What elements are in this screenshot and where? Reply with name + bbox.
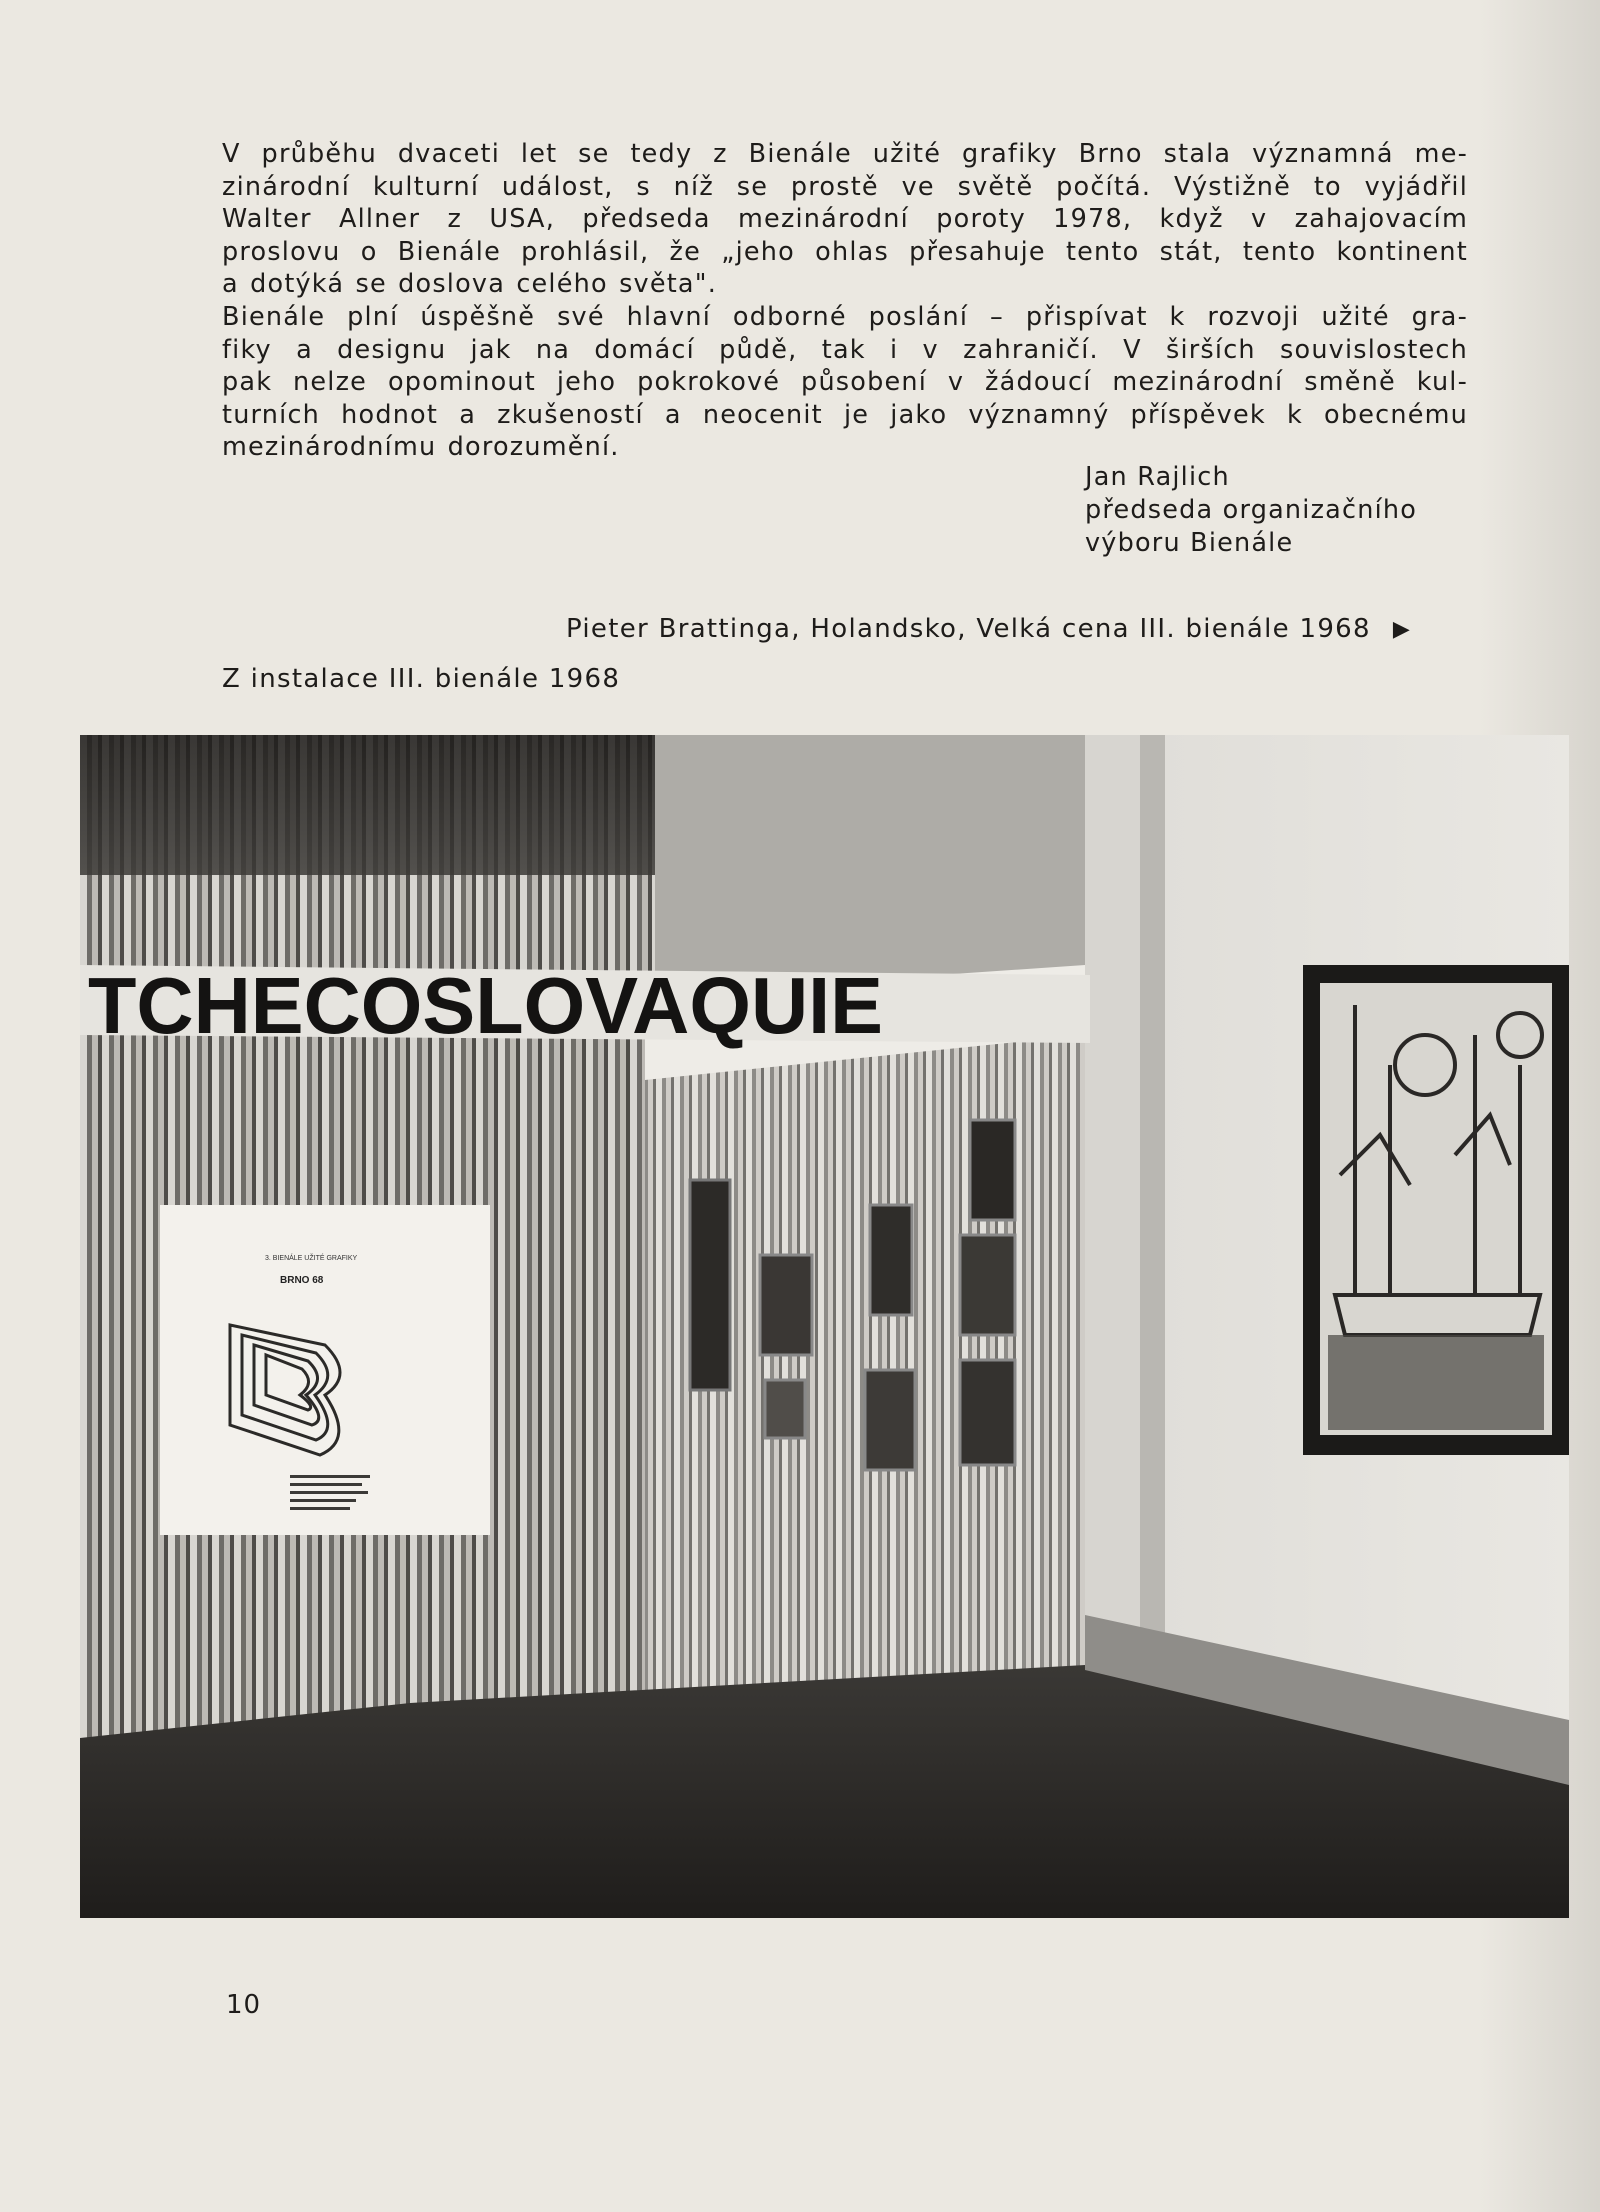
text-line: proslovu o Bienále prohlásil, že „jeho ohlas přesahuje tento stát, tento kontinent [222,236,1468,267]
text-line: V průběhu dvaceti let se tedy z Bienále užité grafiky Brno stala významná me- [222,139,1468,169]
small-frame [960,1235,1015,1335]
triangle-right-icon: ▶ [1392,617,1412,642]
signature-role-1: předseda organizačního [1085,494,1418,525]
text-line: fiky a designu jak na domácí půdě, tak i v zahraničí. V širších souvislostech [222,334,1468,365]
caption-right [566,614,1411,644]
page-number: 10 [226,1990,262,2020]
small-frame [870,1205,912,1315]
poster-title: BRNO 68 [280,1275,324,1286]
small-frame [865,1370,915,1470]
text-line: Bienále plní úspěšně své hlavní odborné poslání – přispívat k rozvoji užité gra- [222,301,1468,332]
signature-role-2: výboru Bienále [1085,527,1294,558]
text-line: mezinárodnímu dorozumění. [222,432,620,463]
text-line: zinárodní kulturní událost, s níž se prostě ve světě počítá. Výstižně to vyjádřil [222,171,1468,202]
small-frame [765,1380,805,1438]
small-frame [690,1180,730,1390]
exhibition-photo-drawing [80,735,1569,1918]
upper-wall [655,735,1160,975]
paragraph-2 [222,301,1468,464]
small-frame [970,1120,1015,1220]
poster-small-title: 3. BIENÁLE UŽITÉ GRAFIKY [265,1255,358,1262]
banner-text: TCHECOSLOVAQUIE [88,961,883,1050]
text-line: a dotýká se doslova celého světa". [222,269,717,300]
curtain-shadow [80,735,655,875]
article-text [222,138,1468,464]
small-frame [960,1360,1015,1465]
text-line: Walter Allner z USA, předseda mezinárodní poroty 1978, když v zahajovacím [222,204,1468,235]
signature [1085,461,1417,559]
text-line: pak nelze opominout jeho pokrokové působení v žádoucí mezinárodní směně kul- [222,367,1468,398]
paragraph-1 [222,138,1468,301]
exhibition-photo [80,735,1569,1918]
caption-left: Z instalace III. bienále 1968 [222,664,621,694]
signature-name: Jan Rajlich [1085,462,1230,492]
small-frame [760,1255,812,1355]
artwork-base [1328,1335,1544,1430]
caption-right-text: Pieter Brattinga, Holandsko, Velká cena III. bienále 1968 [566,614,1371,644]
text-line: turních hodnot a zkušeností a neocenit je jako významný příspěvek k obecnému [222,399,1468,430]
